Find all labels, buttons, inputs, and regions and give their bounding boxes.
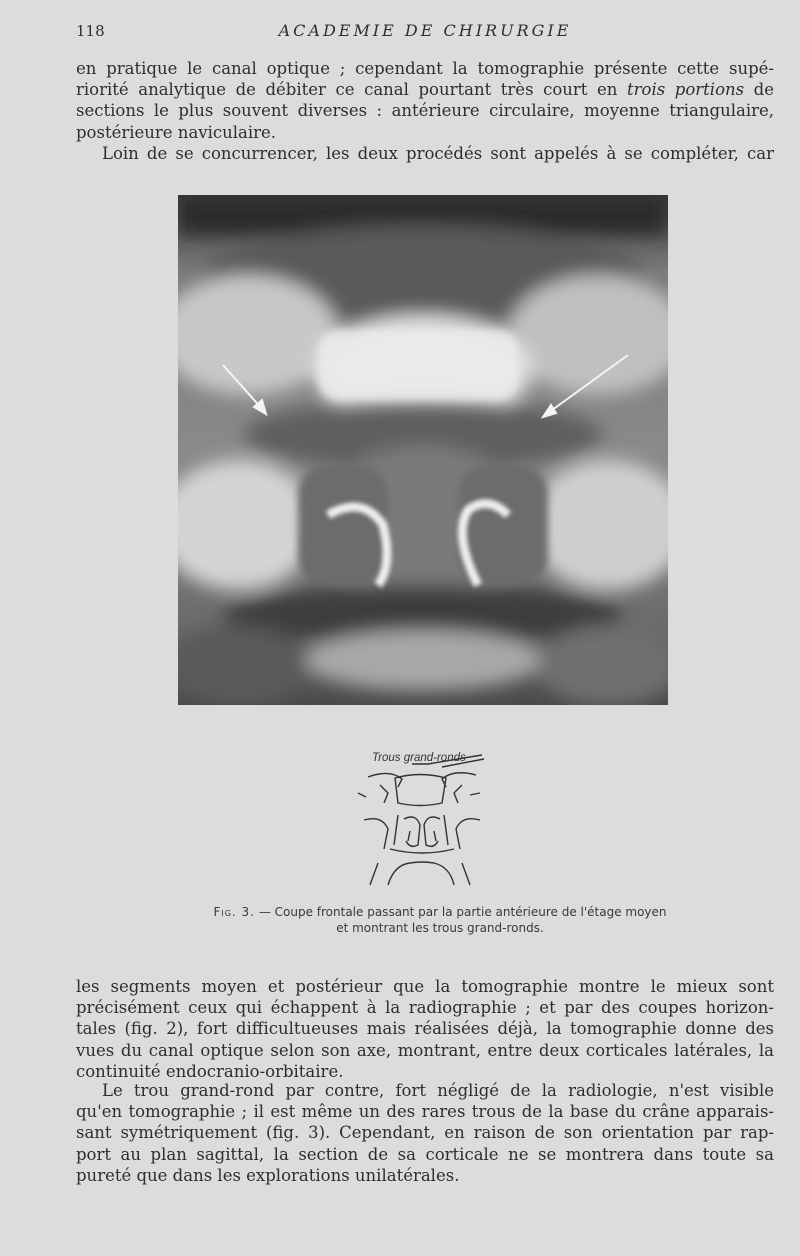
paragraph-top	[76, 58, 774, 164]
caption-text-2: et montrant les trous grand-ronds.	[336, 921, 544, 935]
paragraph-last	[76, 1080, 774, 1186]
text-line: tales (fig. 2), fort difficultueuses mais réalisées déjà, la tomographie donne des	[76, 1019, 774, 1039]
bone-sketch	[350, 745, 490, 890]
figure-label: Fig. 3.	[213, 905, 255, 919]
sketch-label: Trous grand-ronds	[372, 752, 466, 764]
caption-text: — Coupe frontale passant par la partie antérieure de l'étage moyen	[258, 905, 667, 919]
text-line: précisément ceux qui échappent à la radiographie ; et par des coupes horizon-	[76, 998, 774, 1018]
text-line: Le trou grand-rond par contre, fort négligé de la radiologie, n'est visible	[102, 1081, 774, 1100]
sketch-lines	[358, 755, 484, 885]
paragraph-bottom	[76, 976, 774, 1082]
figure-caption	[120, 904, 760, 936]
running-title: ACADEMIE DE CHIRURGIE	[278, 21, 572, 40]
text-line: port au plan sagittal, la section de sa corticale ne se montrera dans toute sa	[76, 1144, 774, 1164]
text-line: continuité endocranio-orbitaire.	[76, 1061, 344, 1081]
text-line: Loin de se concurrencer, les deux procédés sont appelés à se compléter, car	[102, 143, 774, 163]
running-head	[76, 20, 774, 44]
italic-phrase: trois portions	[627, 80, 745, 100]
text-line: en pratique le canal optique ; cependant la tomographie présente cette supé-	[76, 59, 774, 78]
text-line: pureté que dans les explorations unilatérales.	[76, 1165, 460, 1185]
text-line: postérieure naviculaire.	[76, 122, 277, 142]
text-line: les segments moyen et postérieur que la tomographie montre le mieux sont	[76, 977, 774, 996]
page-number: 118	[76, 22, 105, 40]
tomogram-photo	[178, 195, 668, 705]
text-line: qu'en tomographie ; il est même un des rares trous de la base du crâne apparais-	[76, 1102, 774, 1122]
text-line: sant symétriquement (fig. 3). Cependant, en raison de son orientation par rap-	[76, 1123, 774, 1143]
text-line: vues du canal optique selon son axe, montrant, entre deux corticales latérales, la	[76, 1040, 774, 1060]
text-line: sections le plus souvent diverses : antérieure circulaire, moyenne triangulaire,	[76, 101, 774, 121]
text-line-italic: riorité analytique de débiter ce canal pourtant très court en trois portions de	[76, 80, 774, 100]
